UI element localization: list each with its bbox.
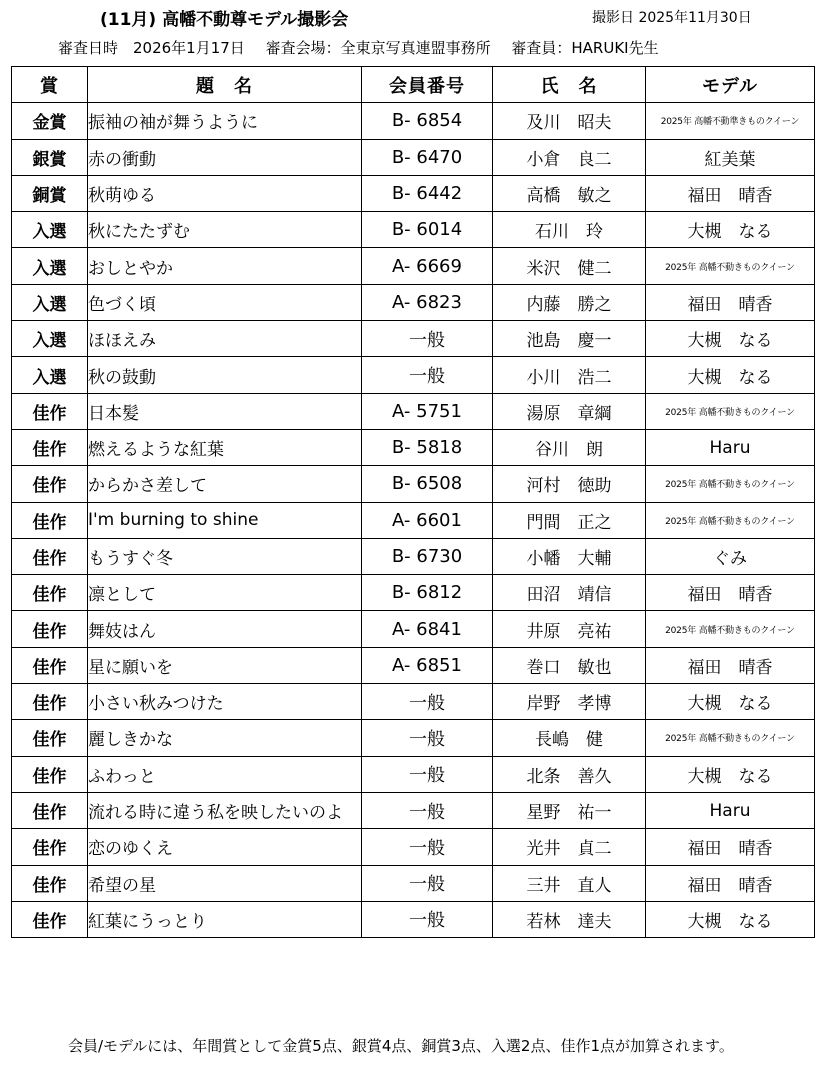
title-cell: 希望の星	[88, 865, 362, 901]
title-cell: 凛として	[88, 575, 362, 611]
table-row	[12, 647, 815, 683]
model-cell: 福田 晴香	[646, 284, 815, 320]
title-cell: 恋のゆくえ	[88, 829, 362, 865]
award-cell: 金賞	[12, 103, 88, 139]
judging-info	[58, 37, 675, 58]
table-row	[12, 212, 815, 248]
award-cell: 佳作	[12, 901, 88, 937]
member-number-cell: 一般	[362, 756, 493, 792]
table-row	[12, 865, 815, 901]
award-cell: 佳作	[12, 429, 88, 465]
table-row	[12, 175, 815, 211]
model-cell: 2025年 高幡不動きものクイーン	[646, 611, 815, 647]
award-cell: 佳作	[12, 720, 88, 756]
name-cell: 内藤 勝之	[493, 284, 646, 320]
title-cell: 舞妓はん	[88, 611, 362, 647]
name-cell: 池島 慶一	[493, 321, 646, 357]
member-number-cell: B- 5818	[362, 429, 493, 465]
name-cell: 小川 浩二	[493, 357, 646, 393]
shoot-date: 撮影日 2025年11月30日	[592, 10, 752, 26]
model-cell: 紅美葉	[646, 139, 815, 175]
model-cell: 2025年 高幡不動きものクイーン	[646, 466, 815, 502]
member-number-cell: A- 6823	[362, 284, 493, 320]
member-number-cell: A- 6851	[362, 647, 493, 683]
name-cell: 田沼 靖信	[493, 575, 646, 611]
member-number-cell: 一般	[362, 357, 493, 393]
results-table-body	[12, 103, 815, 938]
name-cell: 高橋 敏之	[493, 175, 646, 211]
name-cell: 及川 昭夫	[493, 103, 646, 139]
model-cell: 2025年 高幡不動準きものクイーン	[646, 103, 815, 139]
table-row	[12, 248, 815, 284]
model-cell: 福田 晴香	[646, 575, 815, 611]
award-cell: 佳作	[12, 575, 88, 611]
table-row	[12, 393, 815, 429]
table-row	[12, 139, 815, 175]
title-cell: ほほえみ	[88, 321, 362, 357]
model-cell: 2025年 高幡不動きものクイーン	[646, 720, 815, 756]
table-row	[12, 502, 815, 538]
award-cell: 佳作	[12, 502, 88, 538]
award-cell: 佳作	[12, 829, 88, 865]
award-cell: 佳作	[12, 611, 88, 647]
table-header-row	[12, 67, 815, 103]
model-cell: Haru	[646, 429, 815, 465]
table-row	[12, 792, 815, 828]
title-cell: からかさ差して	[88, 466, 362, 502]
model-cell: 福田 晴香	[646, 647, 815, 683]
table-row	[12, 103, 815, 139]
member-number-cell: 一般	[362, 321, 493, 357]
model-cell: 大槻 なる	[646, 357, 815, 393]
name-cell: 長嶋 健	[493, 720, 646, 756]
award-cell: 入選	[12, 284, 88, 320]
award-cell: 佳作	[12, 792, 88, 828]
name-cell: 若林 達夫	[493, 901, 646, 937]
award-cell: 佳作	[12, 538, 88, 574]
table-row	[12, 538, 815, 574]
model-cell: 大槻 なる	[646, 212, 815, 248]
title-cell: ふわっと	[88, 756, 362, 792]
results-table	[11, 66, 815, 938]
member-number-cell: B- 6014	[362, 212, 493, 248]
name-cell: 門間 正之	[493, 502, 646, 538]
name-cell: 谷川 朗	[493, 429, 646, 465]
name-cell: 岸野 孝博	[493, 684, 646, 720]
title-cell: 赤の衝動	[88, 139, 362, 175]
model-cell: 大槻 なる	[646, 684, 815, 720]
title-cell: 紅葉にうっとり	[88, 901, 362, 937]
column-header-award: 賞	[12, 67, 88, 103]
table-row	[12, 357, 815, 393]
name-cell: 米沢 健二	[493, 248, 646, 284]
member-number-cell: B- 6854	[362, 103, 493, 139]
award-cell: 佳作	[12, 393, 88, 429]
member-number-cell: B- 6508	[362, 466, 493, 502]
award-cell: 入選	[12, 248, 88, 284]
model-cell: 大槻 なる	[646, 321, 815, 357]
name-cell: 石川 玲	[493, 212, 646, 248]
name-cell: 小幡 大輔	[493, 538, 646, 574]
name-cell: 河村 徳助	[493, 466, 646, 502]
member-number-cell: A- 6601	[362, 502, 493, 538]
name-cell: 光井 貞二	[493, 829, 646, 865]
table-row	[12, 611, 815, 647]
award-cell: 銀賞	[12, 139, 88, 175]
title-cell: 流れる時に違う私を映したいのよ	[88, 792, 362, 828]
member-number-cell: 一般	[362, 865, 493, 901]
table-row	[12, 429, 815, 465]
title-cell: 秋の鼓動	[88, 357, 362, 393]
member-number-cell: 一般	[362, 792, 493, 828]
title-cell: 振袖の袖が舞うように	[88, 103, 362, 139]
title-cell: I'm burning to shine	[88, 502, 362, 538]
model-cell: 2025年 高幡不動きものクイーン	[646, 393, 815, 429]
name-cell: 北条 善久	[493, 756, 646, 792]
member-number-cell: B- 6470	[362, 139, 493, 175]
member-number-cell: B- 6812	[362, 575, 493, 611]
footnote: 会員/モデルには、年間賞として金賞5点、銀賞4点、銅賞3点、入選2点、佳作1点が加算されます。	[68, 1037, 734, 1055]
judge-name: 審査員：HARUKI先生	[511, 39, 659, 57]
title-cell: 秋にたたずむ	[88, 212, 362, 248]
name-cell: 小倉 良二	[493, 139, 646, 175]
judge-venue: 審査会場：全東京写真連盟事務所	[265, 39, 491, 57]
table-row	[12, 829, 815, 865]
model-cell: Haru	[646, 792, 815, 828]
table-row	[12, 575, 815, 611]
award-cell: 佳作	[12, 647, 88, 683]
column-header-name: 氏 名	[493, 67, 646, 103]
member-number-cell: B- 6730	[362, 538, 493, 574]
name-cell: 三井 直人	[493, 865, 646, 901]
member-number-cell: A- 6669	[362, 248, 493, 284]
award-cell: 入選	[12, 357, 88, 393]
model-cell: ぐみ	[646, 538, 815, 574]
award-cell: 佳作	[12, 684, 88, 720]
member-number-cell: B- 6442	[362, 175, 493, 211]
title-cell: 燃えるような紅葉	[88, 429, 362, 465]
model-cell: 福田 晴香	[646, 175, 815, 211]
name-cell: 星野 祐一	[493, 792, 646, 828]
title-cell: 小さい秋みつけた	[88, 684, 362, 720]
award-cell: 入選	[12, 212, 88, 248]
column-header-model: モデル	[646, 67, 815, 103]
name-cell: 湯原 章綱	[493, 393, 646, 429]
table-row	[12, 684, 815, 720]
model-cell: 大槻 なる	[646, 901, 815, 937]
member-number-cell: A- 5751	[362, 393, 493, 429]
member-number-cell: 一般	[362, 901, 493, 937]
award-cell: 佳作	[12, 865, 88, 901]
table-row	[12, 284, 815, 320]
award-cell: 入選	[12, 321, 88, 357]
title-cell: 麗しきかな	[88, 720, 362, 756]
title-cell: 色づく頃	[88, 284, 362, 320]
model-cell: 2025年 高幡不動きものクイーン	[646, 502, 815, 538]
name-cell: 巻口 敏也	[493, 647, 646, 683]
title-cell: もうすぐ冬	[88, 538, 362, 574]
name-cell: 井原 亮祐	[493, 611, 646, 647]
member-number-cell: A- 6841	[362, 611, 493, 647]
model-cell: 福田 晴香	[646, 829, 815, 865]
award-cell: 佳作	[12, 756, 88, 792]
model-cell: 福田 晴香	[646, 865, 815, 901]
member-number-cell: 一般	[362, 829, 493, 865]
title-cell: 秋萌ゆる	[88, 175, 362, 211]
column-header-member-no: 会員番号	[362, 67, 493, 103]
member-number-cell: 一般	[362, 684, 493, 720]
table-row	[12, 466, 815, 502]
title-cell: 日本髪	[88, 393, 362, 429]
table-row	[12, 901, 815, 937]
judge-date: 審査日時 2026年1月17日	[58, 39, 245, 57]
page-title: (11月) 高幡不動尊モデル撮影会	[100, 10, 349, 30]
table-row	[12, 321, 815, 357]
table-row	[12, 720, 815, 756]
award-cell: 銅賞	[12, 175, 88, 211]
title-cell: 星に願いを	[88, 647, 362, 683]
table-row	[12, 756, 815, 792]
member-number-cell: 一般	[362, 720, 493, 756]
model-cell: 大槻 なる	[646, 756, 815, 792]
award-cell: 佳作	[12, 466, 88, 502]
column-header-title: 題 名	[88, 67, 362, 103]
title-cell: おしとやか	[88, 248, 362, 284]
model-cell: 2025年 高幡不動きものクイーン	[646, 248, 815, 284]
